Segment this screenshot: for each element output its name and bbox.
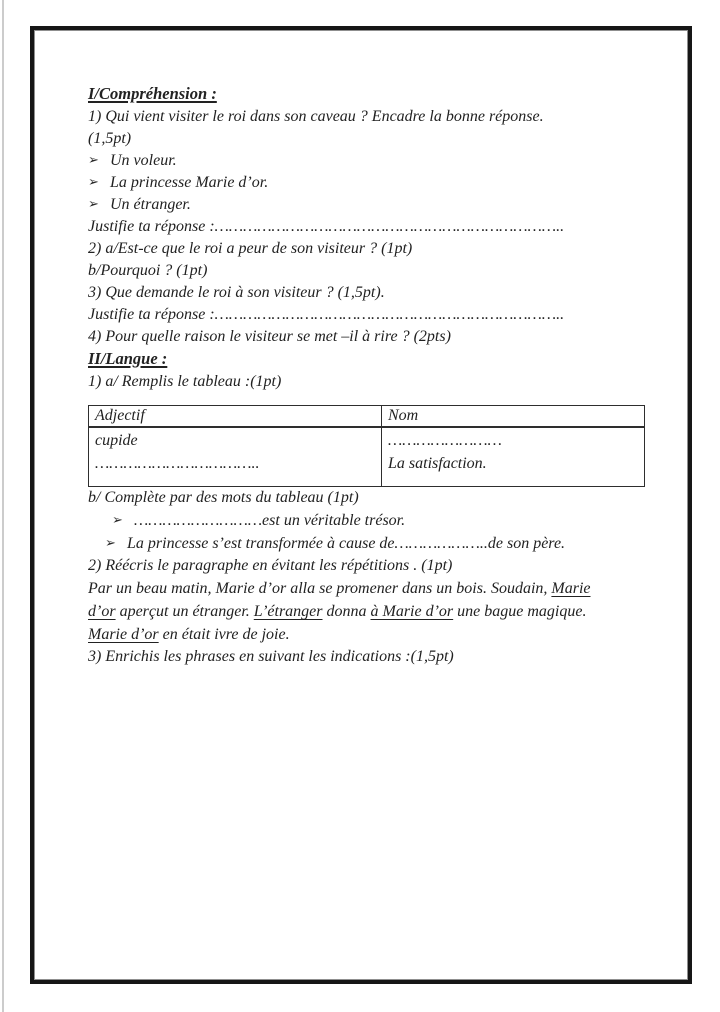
arrow-bullet-icon: ➢ [112,513,123,528]
justify-line-1: Justifie ta réponse :……………………………………………………………….. [88,218,565,235]
paragraph-segment: aperçut un étranger. [115,603,254,620]
langue-question-b: b/ Complète par des mots du tableau (1pt) [88,489,359,506]
fill-table-cell-nom [382,427,645,487]
fill-sentence-list [88,509,670,555]
paragraph-segment-underlined: L’étranger [253,603,323,620]
arrow-bullet-icon: ➢ [88,197,99,212]
arrow-bullet-icon: ➢ [105,536,116,551]
section-langue-title: II/Langue : [88,349,168,368]
paragraph-segment: donna [322,603,371,620]
question-3: 3) Que demande le roi à son visiteur ? (1,5pt). [88,284,385,301]
section-comprehension-title: I/Compréhension : [88,84,217,103]
rewrite-paragraph [88,577,670,646]
paragraph-segment-underlined: à Marie d’or [370,603,454,620]
fill-table [88,405,645,487]
paragraph-segment-underlined: d’or [88,603,116,620]
paragraph-line [88,577,670,600]
langue-question-2: 2) Réécris le paragraphe en évitant les répétitions . (1pt) [88,557,453,574]
cell-value: cupide [95,432,138,449]
fill-table-body-row [89,427,645,487]
question-2a: 2) a/Est-ce que le roi a peur de son visiteur ? (1pt) [88,240,413,257]
justify-line-2: Justifie ta réponse :……………………………………………………………….. [88,306,565,323]
arrow-bullet-icon: ➢ [88,175,99,190]
langue-question-1: 1) a/ Remplis le tableau :(1pt) [88,373,282,390]
langue-question-3: 3) Enrichis les phrases en suivant les indications :(1,5pt) [88,648,454,665]
question-4: 4) Pour quelle raison le visiteur se met –il à rire ? (2pts) [88,328,451,345]
option-label: Un voleur. [110,152,177,169]
paragraph-line [88,623,670,646]
option-item [88,172,670,194]
fill-sentence-text: La princesse s’est transformée à cause de………………..de son père. [127,535,566,552]
fill-table-header-row [89,406,645,428]
paragraph-segment: une bague magique. [453,603,587,620]
option-label: Un étranger. [110,196,191,213]
fill-table-cell-adjectif [89,427,382,487]
fill-sentence-item [112,509,670,532]
fill-table-header-adjectif: Adjectif [89,406,382,428]
paragraph-segment-underlined: Marie [551,580,591,597]
cell-value: La satisfaction. [388,455,487,472]
option-label: La princesse Marie d’or. [110,174,269,191]
arrow-bullet-icon: ➢ [88,153,99,168]
paragraph-segment: en était ivre de joie. [158,626,290,643]
page-content [34,30,688,980]
page-frame [30,26,692,984]
paragraph-line [88,600,670,623]
option-item [88,194,670,216]
option-list [88,150,670,216]
question-1: 1) Qui vient visiter le roi dans son caveau ? Encadre la bonne réponse. [88,108,544,125]
cell-dotted-blank: …………………………….. [95,455,260,472]
paragraph-segment-underlined: Marie d’or [88,626,159,643]
question-2b: b/Pourquoi ? (1pt) [88,262,208,279]
cell-dotted-blank: …………………… [388,432,502,449]
paragraph-segment: Par un beau matin, Marie d’or alla se promener dans un bois. Soudain, [88,580,552,597]
question-1-points: (1,5pt) [88,130,132,147]
fill-table-header-nom: Nom [382,406,645,428]
fill-sentence-text: ………………………est un véritable trésor. [134,512,406,529]
fill-sentence-item [105,532,670,555]
scan-edge-line [2,0,4,1012]
option-item [88,150,670,172]
